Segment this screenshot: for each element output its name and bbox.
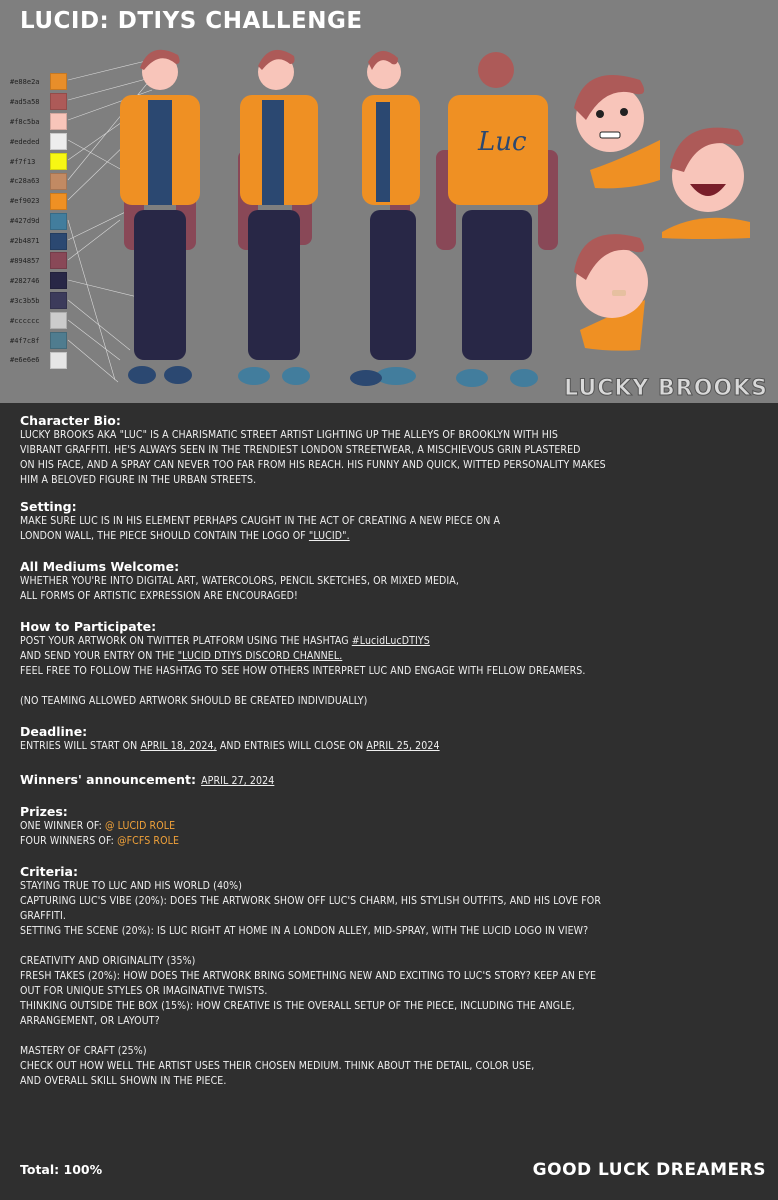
swatch-label: #2b4871 xyxy=(10,237,40,246)
swatch-label: #ad5a58 xyxy=(10,97,40,106)
setting-text xyxy=(20,529,758,544)
palette-swatch xyxy=(10,350,67,370)
participate-note: (NO TEAMING ALLOWED ARTWORK SHOULD BE CREATED INDIVIDUALLY) xyxy=(20,695,368,707)
palette-swatch xyxy=(10,251,67,271)
closing-message: GOOD LUCK DREAMERS xyxy=(532,1160,766,1180)
criteria-text: AND OVERALL SKILL SHOWN IN THE PIECE. xyxy=(20,1075,227,1087)
swatch-color xyxy=(50,93,67,110)
swatch-color xyxy=(50,233,67,250)
figure-back xyxy=(436,52,558,387)
deadline-prefix: ENTRIES WILL START ON xyxy=(20,740,141,752)
swatch-color xyxy=(50,113,67,130)
criteria-text: MASTERY OF CRAFT (25%) xyxy=(20,1045,147,1057)
swatch-label: #f7f13 xyxy=(10,157,36,166)
prizes-section xyxy=(20,804,758,849)
palette-swatch xyxy=(10,132,67,152)
figure-side xyxy=(350,51,420,386)
fcfs-role-tag[interactable]: @FCFS ROLE xyxy=(117,835,180,847)
palette-swatch xyxy=(10,92,67,112)
swatch-label: #4f7c8f xyxy=(10,336,40,345)
swatch-color xyxy=(50,272,67,289)
criteria-text: THINKING OUTSIDE THE BOX (15%): HOW CREATIVE IS THE OVERALL SETUP OF THE PIECE, INCLUDING THE ANGLE, xyxy=(20,1000,575,1012)
deadline-text xyxy=(20,739,758,754)
criteria-section xyxy=(20,864,758,1089)
setting-text-prefix: LONDON WALL, THE PIECE SHOULD CONTAIN THE LOGO OF xyxy=(20,530,309,542)
lucid-role-tag[interactable]: @ LUCID ROLE xyxy=(105,820,176,832)
setting-heading: Setting: xyxy=(20,499,77,514)
swatch-color xyxy=(50,292,67,309)
swatch-label: #427d9d xyxy=(10,217,40,226)
swatch-color xyxy=(50,173,67,190)
mediums-text: ALL FORMS OF ARTISTIC EXPRESSION ARE ENCOURAGED! xyxy=(20,590,298,602)
prize-line xyxy=(20,834,758,849)
challenge-title: LUCID: DTIYS CHALLENGE xyxy=(20,8,363,34)
criteria-text: ARRANGEMENT, OR LAYOUT? xyxy=(20,1015,160,1027)
winners-heading: Winners' announcement: xyxy=(20,772,197,787)
criteria-heading: Criteria: xyxy=(20,864,78,879)
swatch-color xyxy=(50,153,67,170)
swatch-color xyxy=(50,73,67,90)
swatch-label: #ededed xyxy=(10,137,40,146)
swatch-label: #3c3b5b xyxy=(10,296,40,305)
swatch-color xyxy=(50,133,67,150)
figure-three-quarter xyxy=(238,50,318,385)
figure-front xyxy=(120,50,200,384)
palette-swatch xyxy=(10,72,67,92)
palette-swatch xyxy=(10,171,67,191)
expression-smug xyxy=(574,234,648,351)
deadline-end-date: APRIL 25, 2024 xyxy=(366,740,440,752)
criteria-text: FRESH TAKES (20%): HOW DOES THE ARTWORK BRING SOMETHING NEW AND EXCITING TO LUC'S STORY? KEEP AN EYE xyxy=(20,970,597,982)
deadline-section xyxy=(20,724,758,754)
participate-heading: How to Participate: xyxy=(20,619,157,634)
bio-text: VIBRANT GRAFFITI. HE'S ALWAYS SEEN IN THE TRENDIEST LONDON STREETWEAR, A MISCHIEVOUS GRIN PLASTERED xyxy=(20,444,581,456)
swatch-label: #e88e2a xyxy=(10,77,40,86)
mediums-heading: All Mediums Welcome: xyxy=(20,559,180,574)
criteria-text: GRAFFITI. xyxy=(20,910,67,922)
criteria-text: STAYING TRUE TO LUC AND HIS WORLD (40%) xyxy=(20,880,243,892)
swatch-label: #cccccc xyxy=(10,316,40,325)
prize-prefix: FOUR WINNERS OF: xyxy=(20,835,118,847)
swatch-label: #e6e6e6 xyxy=(10,356,40,365)
criteria-text: CREATIVITY AND ORIGINALITY (35%) xyxy=(20,955,196,967)
palette-swatch xyxy=(10,331,67,351)
palette-swatch xyxy=(10,311,67,331)
participate-text xyxy=(20,649,758,664)
setting-text: MAKE SURE LUC IS IN HIS ELEMENT PERHAPS CAUGHT IN THE ACT OF CREATING A NEW PIECE ON A xyxy=(20,515,501,527)
prizes-heading: Prizes: xyxy=(20,804,68,819)
palette-swatch xyxy=(10,191,67,211)
mediums-section xyxy=(20,559,758,604)
bio-text: LUCKY BROOKS AKA "LUC" IS A CHARISMATIC STREET ARTIST LIGHTING UP THE ALLEYS OF BROOKLYN WITH HIS xyxy=(20,429,558,441)
palette-swatch xyxy=(10,291,67,311)
winners-date: APRIL 27, 2024 xyxy=(201,775,275,787)
swatch-label: #282746 xyxy=(10,276,40,285)
palette-swatch xyxy=(10,231,67,251)
bio-heading: Character Bio: xyxy=(20,413,121,428)
prize-line xyxy=(20,819,758,834)
participate-section xyxy=(20,619,758,709)
lucid-logo-link[interactable]: "LUCID". xyxy=(308,530,350,542)
challenge-info xyxy=(0,403,778,1089)
swatch-label: #c28a63 xyxy=(10,177,40,186)
setting-section xyxy=(20,499,758,544)
svg-text:Luc: Luc xyxy=(478,127,527,157)
swatch-color xyxy=(50,312,67,329)
criteria-text: SETTING THE SCENE (20%): IS LUC RIGHT AT HOME IN A LONDON ALLEY, MID-SPRAY, WITH THE LUCID LOGO IN VIEW? xyxy=(20,925,589,937)
criteria-text: CHECK OUT HOW WELL THE ARTIST USES THEIR CHOSEN MEDIUM. THINK ABOUT THE DETAIL, COLOR USE, xyxy=(20,1060,535,1072)
swatch-label: #ef9023 xyxy=(10,197,40,206)
swatch-color xyxy=(50,193,67,210)
swatch-label: #894857 xyxy=(10,256,40,265)
hashtag-link[interactable]: #LucidLucDTIYS xyxy=(351,635,430,647)
deadline-heading: Deadline: xyxy=(20,724,88,739)
discord-channel-link[interactable]: "LUCID DTIYS DISCORD CHANNEL. xyxy=(177,650,343,662)
color-palette xyxy=(10,72,67,370)
bio-section xyxy=(20,413,758,488)
character-name-logo: LUCKY BROOKS xyxy=(564,376,768,401)
prize-prefix: ONE WINNER OF: xyxy=(20,820,105,832)
winners-section xyxy=(20,769,758,789)
palette-swatch xyxy=(10,211,67,231)
swatch-color xyxy=(50,352,67,369)
character-sheet xyxy=(0,0,778,403)
expression-surprised xyxy=(574,75,660,188)
total-score xyxy=(20,1162,102,1177)
criteria-text: OUT FOR UNIQUE STYLES OR IMAGINATIVE TWISTS. xyxy=(20,985,268,997)
palette-swatch xyxy=(10,271,67,291)
deadline-middle: AND ENTRIES WILL CLOSE ON xyxy=(216,740,367,752)
swatch-color xyxy=(50,252,67,269)
total-label: Total: xyxy=(20,1162,60,1177)
palette-swatch xyxy=(10,112,67,132)
character-turnaround-illustration xyxy=(0,0,778,403)
total-value: 100% xyxy=(63,1162,103,1177)
swatch-color xyxy=(50,332,67,349)
deadline-start-date: APRIL 18, 2024, xyxy=(140,740,217,752)
palette-swatch xyxy=(10,152,67,172)
expression-laughing xyxy=(662,128,750,239)
footer xyxy=(0,1160,778,1190)
swatch-color xyxy=(50,213,67,230)
participate-text xyxy=(20,634,758,649)
criteria-text: CAPTURING LUC'S VIBE (20%): DOES THE ARTWORK SHOW OFF LUC'S CHARM, HIS STYLISH OUTFITS, AND HIS LOVE FOR xyxy=(20,895,601,907)
participate-text-prefix: AND SEND YOUR ENTRY ON THE xyxy=(20,650,178,662)
participate-text: FEEL FREE TO FOLLOW THE HASHTAG TO SEE HOW OTHERS INTERPRET LUC AND ENGAGE WITH FELLOW DREAMERS. xyxy=(20,665,586,677)
swatch-label: #f8c5ba xyxy=(10,117,40,126)
bio-text: HIM A BELOVED FIGURE IN THE URBAN STREETS. xyxy=(20,474,257,486)
participate-text-prefix: POST YOUR ARTWORK ON TWITTER PLATFORM USING THE HASHTAG xyxy=(20,635,352,647)
mediums-text: WHETHER YOU'RE INTO DIGITAL ART, WATERCOLORS, PENCIL SKETCHES, OR MIXED MEDIA, xyxy=(20,575,459,587)
bio-text: ON HIS FACE, AND A SPRAY CAN NEVER TOO FAR FROM HIS REACH. HIS FUNNY AND QUICK, WITTED PERSONALITY MAKES xyxy=(20,459,606,471)
